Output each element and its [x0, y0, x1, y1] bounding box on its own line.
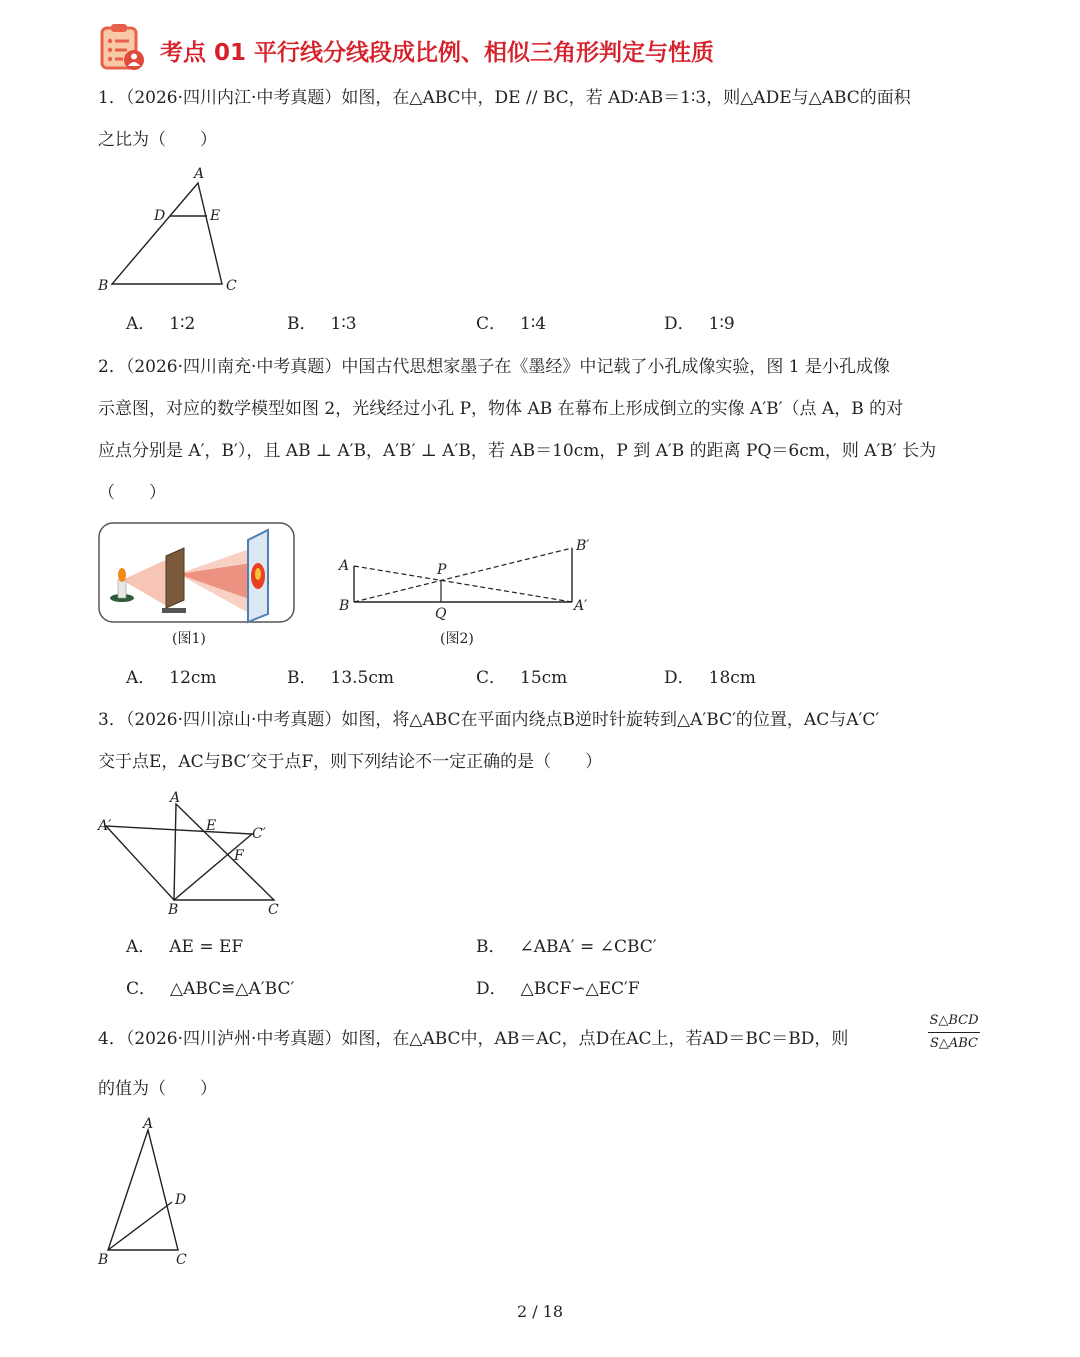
clipboard-checklist-icon [98, 22, 146, 72]
q1-line-1: 1．（2026·四川内江·中考真题）如图，在△ABC中，DE // BC，若 AD∶AB＝1∶3，则△ADE与△ABC的面积 [98, 88, 911, 108]
q3-label-a-prime: A′ [98, 818, 112, 834]
q4-label-a: A [143, 1116, 154, 1132]
q2-option-c[interactable]: C． 15cm [476, 668, 568, 688]
q2-label-b: B [339, 598, 350, 614]
q2-label-q: Q [435, 606, 447, 622]
fraction-numerator: S△BCD [928, 1012, 980, 1033]
pinhole-model-figure [334, 534, 600, 624]
q3-line-1: 3．（2026·四川凉山·中考真题）如图，将△ABC在平面内绕点B逆时针旋转到△A′BC′的位置，AC与A′C′ [98, 710, 880, 730]
q3-label-a: A [170, 790, 181, 806]
q4-label-b: B [98, 1252, 109, 1268]
q3-rotation-figure [94, 788, 294, 918]
q3-line-2: 交于点E，AC与BC′交于点F，则下列结论不一定正确的是（ ） [98, 752, 603, 772]
q4-label-d: D [175, 1192, 187, 1208]
q1-option-b[interactable]: B． 1∶3 [287, 314, 357, 334]
q2-label-p: P [437, 562, 447, 578]
q3-option-c[interactable]: C． △ABC≌△A′BC′ [126, 979, 295, 999]
q1-label-c: C [226, 278, 237, 294]
q3-label-e: E [206, 818, 217, 834]
q1-triangle-figure [92, 162, 252, 298]
q3-label-c-prime: C′ [252, 826, 266, 842]
area-ratio-fraction [928, 1012, 980, 1053]
q1-line-2: 之比为（ ） [98, 130, 217, 150]
q4-line-1: 4．（2026·四川泸州·中考真题）如图，在△ABC中，AB＝AC，点D在AC上，若AD＝BC＝BD，则 [98, 1029, 849, 1049]
fraction-denominator: S△ABC [929, 1036, 979, 1051]
q3-option-b[interactable]: B． ∠ABA′ = ∠CBC′ [476, 937, 657, 957]
q1-option-c[interactable]: C． 1∶4 [476, 314, 547, 334]
q1-option-d[interactable]: D． 1∶9 [664, 314, 735, 334]
q2-label-a: A [339, 558, 350, 574]
q1-label-d: D [154, 208, 166, 224]
q3-option-a[interactable]: A． AE = EF [126, 937, 244, 957]
q3-label-b: B [168, 902, 179, 918]
q1-label-a: A [194, 166, 205, 182]
figure-1-caption: (图1) [172, 631, 206, 647]
q1-label-e: E [210, 208, 221, 224]
q2-line-3: 应点分别是 A′，B′），且 AB ⊥ A′B，A′B′ ⊥ A′B，若 AB＝10cm，P 到 A′B 的距离 PQ＝6cm，则 A′B′ 长为 [98, 441, 937, 461]
q4-line-2: 的值为（ ） [98, 1079, 217, 1099]
q3-label-f: F [234, 848, 244, 864]
q2-line-1: 2．（2026·四川南充·中考真题）中国古代思想家墨子在《墨经》中记载了小孔成像实验，图 1 是小孔成像 [98, 357, 891, 377]
q2-label-b-prime: B′ [576, 538, 590, 554]
q1-label-b: B [98, 278, 109, 294]
q3-option-d[interactable]: D． △BCF∽△EC′F [476, 979, 640, 999]
q2-option-d[interactable]: D． 18cm [664, 668, 756, 688]
page-number: 2 / 18 [516, 1302, 564, 1321]
q4-triangle-figure [92, 1114, 202, 1270]
q3-label-c: C [268, 902, 279, 918]
q4-label-c: C [176, 1252, 187, 1268]
q2-label-a-prime: A′ [574, 598, 588, 614]
q2-line-2: 示意图，对应的数学模型如图 2，光线经过小孔 P，物体 AB 在幕布上形成倒立的实像 A′B′（点 A，B 的对 [98, 399, 904, 419]
pinhole-camera-illustration [98, 522, 296, 624]
q1-option-a[interactable]: A． 1∶2 [126, 314, 196, 334]
q2-option-a[interactable]: A． 12cm [126, 668, 217, 688]
figure-2-caption: (图2) [440, 631, 474, 647]
section-title: 考点 01 平行线分线段成比例、相似三角形判定与性质 [160, 40, 715, 66]
q2-option-b[interactable]: B． 13.5cm [287, 668, 394, 688]
q2-line-4: （ ） [98, 483, 166, 503]
